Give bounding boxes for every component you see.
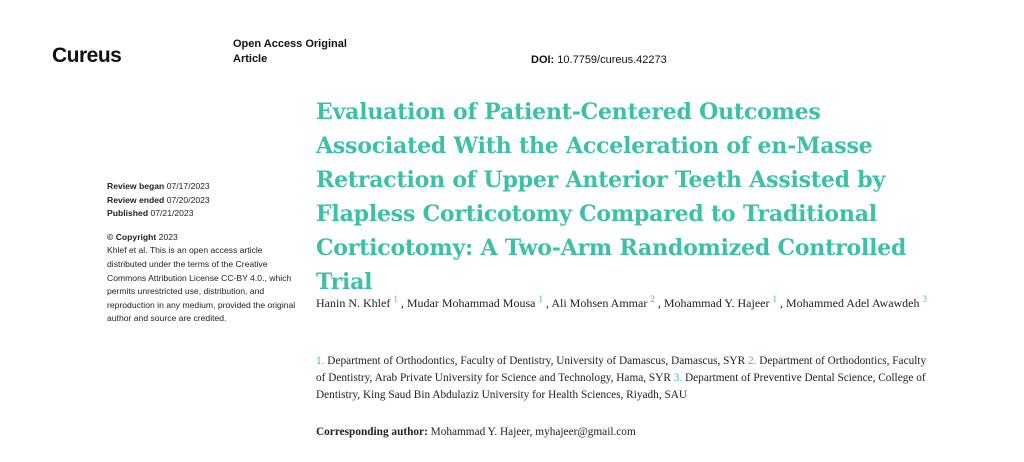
corresponding-value[interactable]: Mohammad Y. Hajeer, myhajeer@gmail.com <box>427 426 636 438</box>
author-separator: , <box>542 296 552 310</box>
author-separator: , <box>397 296 407 310</box>
published <box>107 207 302 221</box>
affiliation-number: 3. <box>673 372 683 384</box>
review-ended-label: Review ended <box>107 194 165 205</box>
affiliation-number: 2. <box>747 355 757 367</box>
copyright-label: © Copyright <box>107 231 157 242</box>
doi <box>531 54 667 66</box>
affiliations <box>316 353 936 404</box>
published-label: Published <box>107 208 149 219</box>
copyright <box>107 231 302 245</box>
author-name[interactable]: Mudar Mohammad Mousa <box>406 296 536 310</box>
journal-logo: Cureus <box>52 44 122 67</box>
author-affiliation-marker[interactable]: 1 <box>772 294 777 304</box>
copyright-year: 2023 <box>156 231 178 242</box>
author-name[interactable]: Mohammad Y. Hajeer <box>663 296 770 310</box>
corresponding-label: Corresponding author: <box>316 426 428 438</box>
review-began <box>107 180 302 194</box>
article-type <box>233 37 373 67</box>
affiliation-text: Department of Orthodontics, Faculty of Dentistry, Arab Private University for Science and Technology, Hama, SYR <box>316 355 927 384</box>
author-name[interactable]: Hanin N. Khlef <box>316 296 391 310</box>
author-separator: , <box>776 296 786 310</box>
review-began-date: 07/17/2023 <box>164 181 210 191</box>
review-ended-date: 07/20/2023 <box>164 194 210 205</box>
author-list <box>316 295 936 311</box>
author-affiliation-marker[interactable]: 3 <box>922 294 928 304</box>
published-date: 07/21/2023 <box>148 208 194 219</box>
author-affiliation-marker[interactable]: 1 <box>393 294 398 304</box>
article-sidebar <box>107 180 302 326</box>
article-type-line2: Article <box>233 53 268 65</box>
doi-label: DOI: <box>531 54 555 66</box>
author-name[interactable]: Ali Mohsen Ammar <box>551 296 648 310</box>
review-ended <box>107 194 302 208</box>
article-type-line1: Open Access Original <box>233 38 347 50</box>
affiliation-text: Department of Preventive Dental Science, College of Dentistry, King Saud Bin Abdulaziz University for Health Sciences, Riyadh, SAU <box>316 372 926 401</box>
author-separator: , <box>654 296 664 310</box>
affiliation-text: Department of Orthodontics, Faculty of Dentistry, University of Damascus, Damascus, SYR <box>324 355 748 367</box>
license-text: Khlef et al. This is an open access article distributed under the terms of the Creative Commons Attribution License CC-BY 4.0., which permits unrestricted use, distribution, and reproduction in any medium, provided the original author and source are credited. <box>107 245 296 324</box>
article-title: Evaluation of Patient-Centered Outcomes Associated With the Acceleration of en-Masse Retraction of Upper Anterior Teeth Assisted by Flapless Corticotomy Compared to Traditional Corticotomy: A Two-Arm Randomized Controlled Trial <box>316 99 907 295</box>
corresponding-author <box>316 426 936 438</box>
author-name[interactable]: Mohammed Adel Awawdeh <box>785 296 920 310</box>
doi-value[interactable]: 10.7759/cureus.42273 <box>554 54 667 66</box>
author-affiliation-marker[interactable]: 2 <box>650 294 655 304</box>
author-affiliation-marker[interactable]: 1 <box>538 294 543 304</box>
affiliation-number: 1. <box>316 355 325 367</box>
review-began-label: Review began <box>107 181 165 191</box>
